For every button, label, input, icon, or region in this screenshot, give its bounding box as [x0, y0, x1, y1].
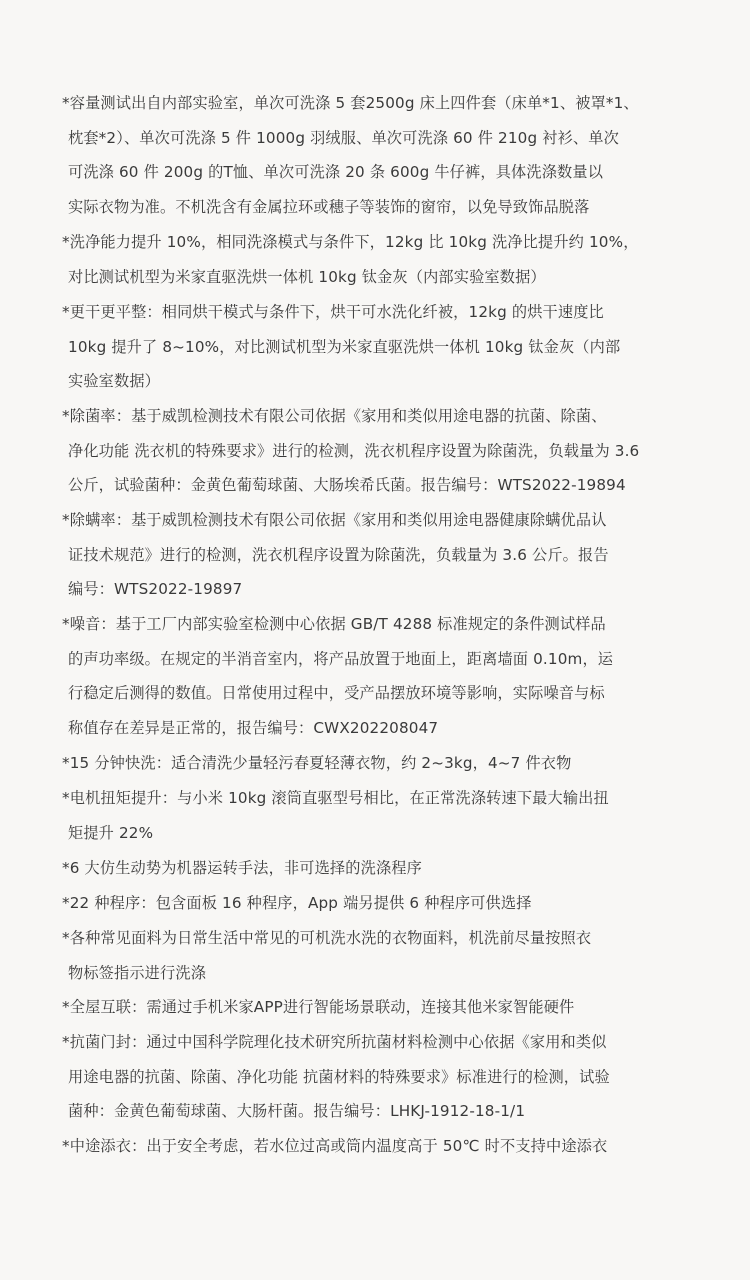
footnote-line: *洗净能力提升 10%，相同洗涤模式与条件下，12kg 比 10kg 洗净比提升约 10%，	[62, 233, 639, 251]
footnote-line: 的声功率级。在规定的半消音室内，将产品放置于地面上，距离墙面 0.10m，运	[68, 649, 614, 668]
footnote-fabrics	[62, 921, 690, 990]
footnote-line: *6 大仿生动势为机器运转手法，非可选择的洗涤程序	[62, 859, 422, 877]
footnote-add-clothes	[62, 1129, 690, 1164]
footnote-line: *容量测试出自内部实验室，单次可洗涤 5 套2500g 床上四件套（床单*1、被罩*1、	[62, 94, 639, 112]
footnote-line: *22 种程序：包含面板 16 种程序，App 端另提供 6 种程序可供选择	[62, 894, 532, 912]
footnote-line: *全屋互联：需通过手机米家APP进行智能场景联动，连接其他米家智能硬件	[62, 998, 575, 1016]
footnote-smart-home	[62, 990, 690, 1025]
footnote-line: 矩提升 22%	[68, 823, 154, 842]
footnote-line: 证技术规范》进行的检测，洗衣机程序设置为除菌洗，负载量为 3.6 公斤。报告	[68, 545, 609, 564]
footnote-line: *电机扭矩提升：与小米 10kg 滚筒直驱型号相比，在正常洗涤转速下最大输出扭	[62, 789, 609, 807]
footnote-mite-removal	[62, 503, 690, 607]
footnote-line: 称值存在差异是正常的，报告编号：CWX202208047	[68, 718, 439, 737]
footnote-line: *除菌率：基于威凯检测技术有限公司依据《家用和类似用途电器的抗菌、除菌、	[62, 407, 607, 425]
footnote-bionic-motion	[62, 851, 690, 886]
footnote-capacity	[62, 86, 690, 224]
footnote-line: *各种常见面料为日常生活中常见的可机洗水洗的衣物面料，机洗前尽量按照衣	[62, 929, 592, 947]
footnote-line: 公斤，试验菌种：金黄色葡萄球菌、大肠埃希氏菌。报告编号：WTS2022-19894	[68, 476, 626, 494]
footnote-line: *噪音：基于工厂内部实验室检测中心依据 GB/T 4288 标准规定的条件测试样品	[62, 615, 606, 633]
footnote-line: *除螨率：基于威凯检测技术有限公司依据《家用和类似用途电器健康除螨优品认	[62, 511, 607, 529]
footnote-sterilization	[62, 399, 690, 503]
footnote-line: 可洗涤 60 件 200g 的T恤、单次可洗涤 20 条 600g 牛仔裤，具体洗涤数量以	[68, 163, 604, 181]
footnote-quick-wash	[62, 746, 690, 781]
footnote-drying	[62, 295, 690, 399]
footnote-line: 用途电器的抗菌、除菌、净化功能 抗菌材料的特殊要求》标准进行的检测，试验	[68, 1067, 610, 1086]
footnote-line: 菌种：金黄色葡萄球菌、大肠杆菌。报告编号：LHKJ-1912-18-1/1	[68, 1102, 526, 1120]
footnote-line: *抗菌门封：通过中国科学院理化技术研究所抗菌材料检测中心依据《家用和类似	[62, 1033, 607, 1051]
footnote-line: 净化功能 洗衣机的特殊要求》进行的检测，洗衣机程序设置为除菌洗，负载量为 3.6	[68, 441, 640, 460]
footnote-cleaning	[62, 225, 690, 294]
footnote-noise	[62, 607, 690, 745]
footnote-line: 对比测试机型为米家直驱洗烘一体机 10kg 钛金灰（内部实验室数据）	[68, 267, 546, 286]
footnote-line: 物标签指示进行洗涤	[68, 963, 207, 982]
footnote-line: *中途添衣：出于安全考虑，若水位过高或筒内温度高于 50℃ 时不支持中途添衣	[62, 1137, 608, 1155]
footnote-line: *更干更平整：相同烘干模式与条件下，烘干可水洗化纤被，12kg 的烘干速度比	[62, 303, 604, 321]
footnote-line: 实际衣物为准。不机洗含有金属拉环或穗子等装饰的窗帘，以免导致饰品脱落	[68, 197, 590, 216]
footnote-line: 实验室数据）	[68, 372, 161, 390]
footnote-door-seal	[62, 1025, 690, 1129]
footnote-programs	[62, 886, 690, 921]
footnote-line: 10kg 提升了 8~10%，对比测试机型为米家直驱洗烘一体机 10kg 钛金灰（内部	[68, 337, 621, 356]
footnote-line: *15 分钟快洗：适合清洗少量轻污春夏轻薄衣物，约 2~3kg，4~7 件衣物	[62, 754, 572, 772]
footnote-motor-torque	[62, 781, 690, 850]
footnote-line: 行稳定后测得的数值。日常使用过程中，受产品摆放环境等影响，实际噪音与标	[68, 684, 605, 702]
footnote-line: 枕套*2）、单次可洗涤 5 件 1000g 羽绒服、单次可洗涤 60 件 210g 衬衫、单次	[68, 128, 619, 147]
footnote-line: 编号：WTS2022-19897	[68, 580, 243, 598]
